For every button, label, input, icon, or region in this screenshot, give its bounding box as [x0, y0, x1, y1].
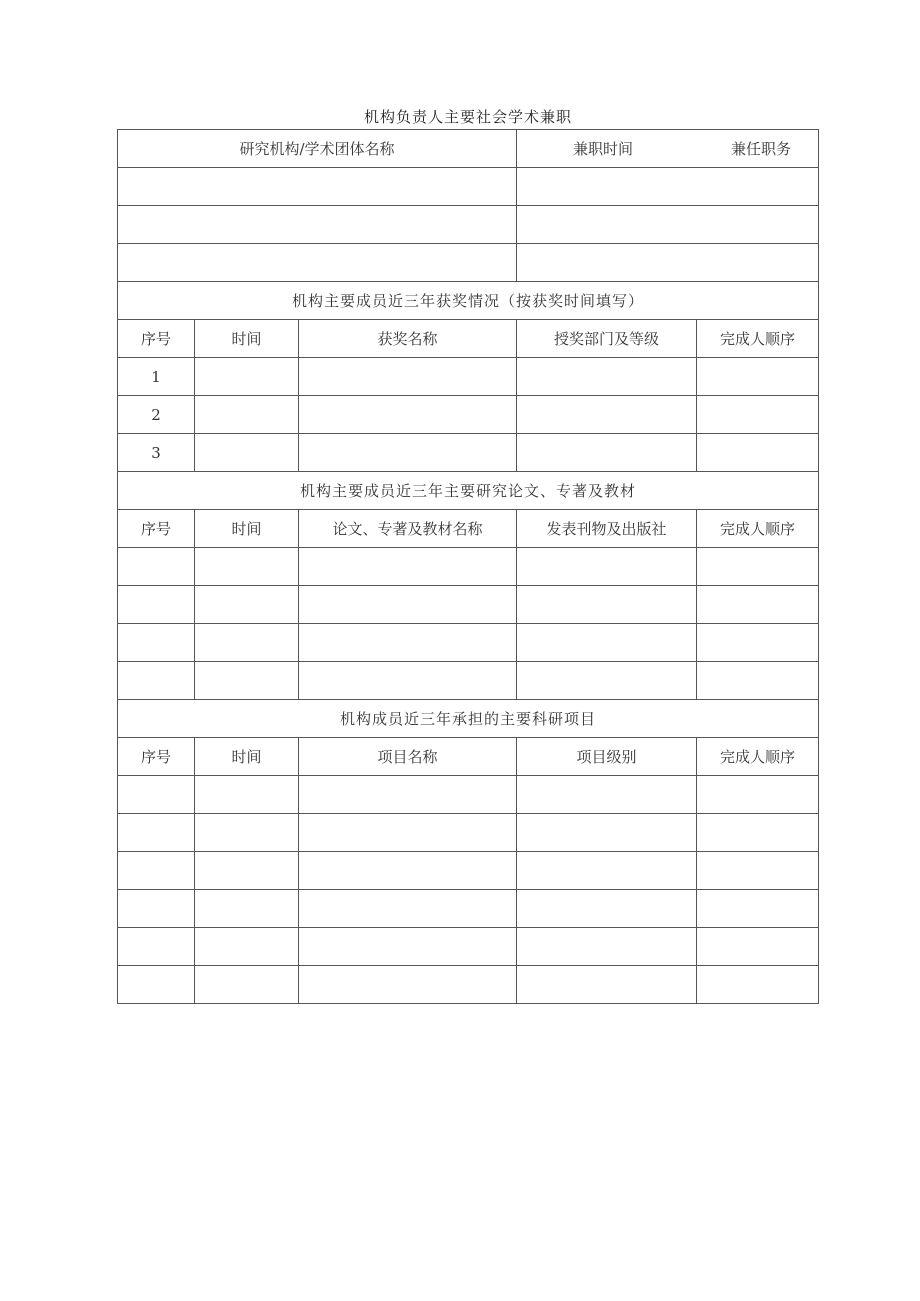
- awards-section-row: [118, 282, 819, 320]
- time-role-cell[interactable]: [517, 168, 819, 206]
- table-cell[interactable]: [697, 776, 819, 814]
- projects-row: [118, 928, 819, 966]
- table-cell[interactable]: [517, 814, 697, 852]
- table-cell[interactable]: [118, 548, 195, 586]
- table-cell[interactable]: [697, 852, 819, 890]
- table-cell[interactable]: [299, 890, 517, 928]
- awards-row: [118, 358, 819, 396]
- table-cell[interactable]: [299, 662, 517, 700]
- table-cell[interactable]: [195, 396, 299, 434]
- row-number: 2: [118, 396, 195, 434]
- table-cell[interactable]: [118, 814, 195, 852]
- org-name-cell[interactable]: [118, 168, 517, 206]
- table-cell[interactable]: [195, 776, 299, 814]
- header-award-dept-level: 授奖部门及等级: [517, 320, 697, 358]
- table-cell[interactable]: [517, 434, 697, 472]
- header-time: 时间: [195, 738, 299, 776]
- projects-row: [118, 966, 819, 1004]
- time-role-cell[interactable]: [517, 206, 819, 244]
- header-paper-name: 论文、专著及教材名称: [299, 510, 517, 548]
- header-serial: 序号: [118, 320, 195, 358]
- table-cell[interactable]: [697, 358, 819, 396]
- table-cell[interactable]: [118, 776, 195, 814]
- org-name-cell[interactable]: [118, 206, 517, 244]
- time-role-cell[interactable]: [517, 244, 819, 282]
- table-cell[interactable]: [517, 662, 697, 700]
- awards-row: [118, 396, 819, 434]
- table-cell[interactable]: [195, 814, 299, 852]
- table-cell[interactable]: [299, 358, 517, 396]
- table-cell[interactable]: [299, 814, 517, 852]
- papers-section-title: 机构主要成员近三年主要研究论文、专著及教材: [118, 472, 819, 510]
- part-time-row: [118, 206, 819, 244]
- table-cell[interactable]: [299, 852, 517, 890]
- header-award-name: 获奖名称: [299, 320, 517, 358]
- org-name-cell[interactable]: [118, 244, 517, 282]
- papers-row: [118, 586, 819, 624]
- table-cell[interactable]: [118, 890, 195, 928]
- table-cell[interactable]: [195, 624, 299, 662]
- table-cell[interactable]: [195, 358, 299, 396]
- header-contributor-order: 完成人顺序: [697, 738, 819, 776]
- table-cell[interactable]: [697, 928, 819, 966]
- papers-row: [118, 662, 819, 700]
- table-cell[interactable]: [299, 966, 517, 1004]
- header-serial: 序号: [118, 738, 195, 776]
- papers-section-row: [118, 472, 819, 510]
- page-title: 机构负责人主要社会学术兼职: [363, 108, 572, 126]
- table-cell[interactable]: [195, 586, 299, 624]
- table-cell[interactable]: [697, 548, 819, 586]
- header-org-name: 研究机构/学术团体名称: [118, 130, 517, 168]
- table-cell[interactable]: [697, 434, 819, 472]
- table-cell[interactable]: [517, 396, 697, 434]
- header-contributor-order: 完成人顺序: [697, 320, 819, 358]
- table-cell[interactable]: [517, 586, 697, 624]
- table-cell[interactable]: [697, 814, 819, 852]
- papers-row: [118, 548, 819, 586]
- table-cell[interactable]: [697, 890, 819, 928]
- papers-header-row: [118, 510, 819, 548]
- header-contributor-order: 完成人顺序: [697, 510, 819, 548]
- papers-row: [118, 624, 819, 662]
- table-cell[interactable]: [118, 662, 195, 700]
- info-form-table: [117, 129, 819, 1004]
- part-time-row: [118, 168, 819, 206]
- awards-header-row: [118, 320, 819, 358]
- row-number: 3: [118, 434, 195, 472]
- header-part-time-period: 兼职时间: [573, 140, 634, 158]
- awards-row: [118, 434, 819, 472]
- table-cell[interactable]: [299, 624, 517, 662]
- projects-section-title: 机构成员近三年承担的主要科研项目: [118, 700, 819, 738]
- table-cell[interactable]: [299, 396, 517, 434]
- header-time: 时间: [195, 510, 299, 548]
- table-cell[interactable]: [517, 624, 697, 662]
- table-cell[interactable]: [517, 358, 697, 396]
- table-cell[interactable]: [195, 890, 299, 928]
- table-cell[interactable]: [299, 586, 517, 624]
- table-cell[interactable]: [517, 966, 697, 1004]
- table-cell[interactable]: [118, 928, 195, 966]
- table-cell[interactable]: [697, 624, 819, 662]
- header-publisher: 发表刊物及出版社: [517, 510, 697, 548]
- projects-row: [118, 852, 819, 890]
- table-cell[interactable]: [118, 586, 195, 624]
- awards-section-title: 机构主要成员近三年获奖情况（按获奖时间填写）: [118, 282, 819, 320]
- table-cell[interactable]: [517, 852, 697, 890]
- header-time: 时间: [195, 320, 299, 358]
- header-role: 兼任职务: [731, 140, 792, 158]
- part-time-header-row: [118, 130, 819, 168]
- projects-row: [118, 890, 819, 928]
- table-cell[interactable]: [195, 662, 299, 700]
- table-cell[interactable]: [517, 928, 697, 966]
- table-cell[interactable]: [195, 548, 299, 586]
- projects-row: [118, 814, 819, 852]
- table-cell[interactable]: [195, 966, 299, 1004]
- row-number: 1: [118, 358, 195, 396]
- header-project-name: 项目名称: [299, 738, 517, 776]
- table-cell[interactable]: [299, 776, 517, 814]
- table-cell[interactable]: [517, 890, 697, 928]
- table-cell[interactable]: [195, 434, 299, 472]
- table-cell[interactable]: [299, 434, 517, 472]
- projects-header-row: [118, 738, 819, 776]
- table-cell[interactable]: [697, 662, 819, 700]
- table-cell[interactable]: [195, 928, 299, 966]
- table-cell[interactable]: [517, 548, 697, 586]
- header-serial: 序号: [118, 510, 195, 548]
- header-time-role: [517, 130, 819, 168]
- table-cell[interactable]: [299, 548, 517, 586]
- part-time-row: [118, 244, 819, 282]
- table-cell[interactable]: [118, 852, 195, 890]
- table-cell[interactable]: [697, 396, 819, 434]
- projects-row: [118, 776, 819, 814]
- table-cell[interactable]: [299, 928, 517, 966]
- table-cell[interactable]: [697, 586, 819, 624]
- header-project-level: 项目级别: [517, 738, 697, 776]
- table-cell[interactable]: [118, 624, 195, 662]
- table-cell[interactable]: [697, 966, 819, 1004]
- table-cell[interactable]: [517, 776, 697, 814]
- projects-section-row: [118, 700, 819, 738]
- table-cell[interactable]: [195, 852, 299, 890]
- table-cell[interactable]: [118, 966, 195, 1004]
